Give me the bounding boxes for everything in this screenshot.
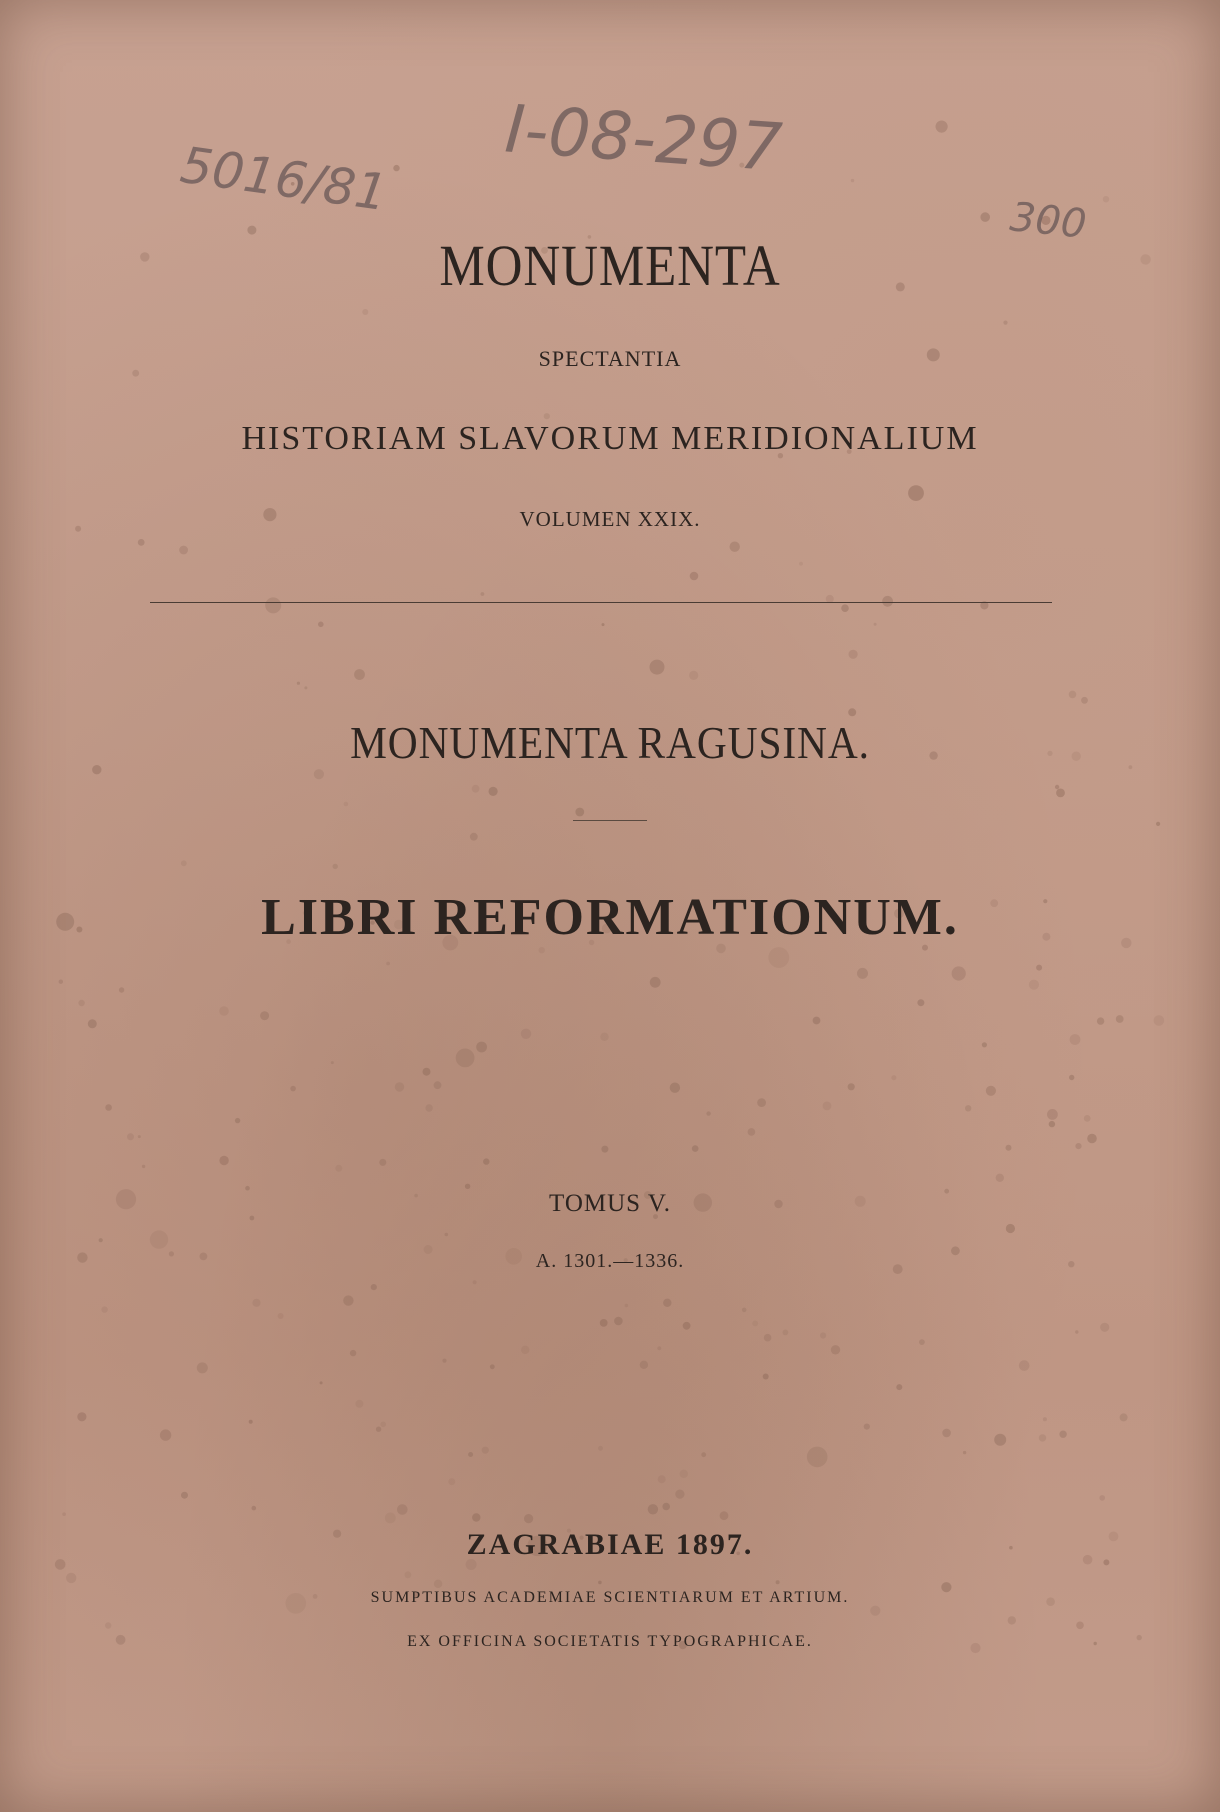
foxing-spot — [841, 604, 849, 612]
foxing-spot — [197, 1362, 208, 1373]
foxing-spot — [448, 1478, 455, 1485]
foxing-spot — [442, 1359, 446, 1363]
foxing-spot — [1097, 1017, 1104, 1024]
foxing-spot — [278, 1313, 284, 1319]
foxing-spot — [1075, 1143, 1081, 1149]
foxing-spot — [362, 309, 368, 315]
foxing-spot — [851, 179, 854, 182]
foxing-spot — [181, 1492, 188, 1499]
foxing-spot — [489, 787, 498, 796]
foxing-spot — [219, 1156, 228, 1165]
foxing-spot — [483, 1158, 489, 1164]
foxing-spot — [379, 1159, 386, 1166]
foxing-spot — [1081, 697, 1088, 704]
foxing-spot — [470, 833, 478, 841]
foxing-spot — [1100, 1323, 1109, 1332]
foxing-spot — [706, 1111, 710, 1115]
foxing-spot — [335, 1165, 342, 1172]
foxing-spot — [648, 1504, 658, 1514]
foxing-spot — [219, 1006, 229, 1016]
foxing-spot — [986, 1086, 996, 1096]
foxing-spot — [393, 165, 399, 171]
foxing-spot — [468, 1452, 473, 1457]
foxing-spot — [77, 1412, 86, 1421]
foxing-spot — [896, 1384, 902, 1390]
foxing-spot — [1056, 789, 1065, 798]
foxing-spot — [996, 1174, 1004, 1182]
foxing-spot — [602, 623, 605, 626]
foxing-spot — [690, 572, 699, 581]
foxing-spot — [138, 539, 145, 546]
foxing-spot — [476, 1042, 487, 1053]
foxing-spot — [663, 1299, 671, 1307]
foxing-spot — [318, 622, 324, 628]
foxing-spot — [763, 1374, 769, 1380]
foxing-spot — [99, 1238, 103, 1242]
foxing-spot — [614, 1317, 623, 1326]
foxing-spot — [482, 1447, 489, 1454]
handwritten-catalog-number: 5016/81 — [176, 135, 391, 223]
foxing-spot — [1116, 1015, 1124, 1023]
foxing-spot — [1070, 1034, 1081, 1045]
foxing-spot — [235, 1118, 240, 1123]
foxing-spot — [397, 1504, 408, 1515]
foxing-spot — [344, 802, 349, 807]
foxing-spot — [598, 1581, 602, 1585]
foxing-spot — [304, 686, 307, 689]
foxing-spot — [1036, 965, 1042, 971]
foxing-spot — [600, 1033, 608, 1041]
printer-line: EX OFFICINA SOCIETATIS TYPOGRAPHICAE. — [407, 1633, 813, 1650]
handwritten-shelf-mark: I-08-297 — [502, 90, 785, 187]
foxing-spot — [748, 1128, 756, 1136]
foxing-spot — [849, 650, 858, 659]
foxing-spot — [142, 1165, 145, 1168]
foxing-spot — [764, 1334, 772, 1342]
foxing-spot — [1039, 1434, 1046, 1441]
foxing-spot — [1099, 1495, 1105, 1501]
foxing-spot — [320, 1381, 323, 1384]
foxing-spot — [179, 546, 188, 555]
foxing-spot — [423, 1068, 431, 1076]
foxing-spot — [539, 947, 545, 953]
foxing-spot — [425, 1104, 432, 1111]
foxing-spot — [742, 1308, 747, 1313]
year-range: A. 1301.—1336. — [535, 1250, 685, 1272]
foxing-spot — [181, 860, 187, 866]
foxing-spot — [689, 671, 698, 680]
foxing-spot — [150, 1230, 168, 1248]
foxing-spot — [434, 1081, 442, 1089]
foxing-spot — [864, 1424, 870, 1430]
foxing-spot — [752, 1321, 758, 1327]
foxing-spot — [331, 1061, 334, 1064]
foxing-spot — [472, 785, 480, 793]
foxing-spot — [1003, 321, 1007, 325]
foxing-spot — [1006, 1224, 1015, 1233]
foxing-spot — [1043, 1417, 1047, 1421]
foxing-spot — [874, 623, 877, 626]
divider-rule — [150, 602, 1052, 603]
foxing-spot — [1019, 1360, 1030, 1371]
foxing-spot — [1006, 1145, 1012, 1151]
foxing-spot — [942, 1429, 951, 1438]
foxing-spot — [757, 1098, 766, 1107]
foxing-spot — [1029, 980, 1039, 990]
foxing-spot — [919, 1339, 925, 1345]
foxing-spot — [521, 1029, 531, 1039]
foxing-spot — [776, 1580, 780, 1584]
foxing-spot — [456, 1049, 475, 1068]
foxing-spot — [783, 1330, 789, 1336]
foxing-spot — [260, 1011, 269, 1020]
foxing-spot — [252, 1299, 260, 1307]
foxing-spot — [823, 1102, 832, 1111]
foxing-spot — [376, 1427, 381, 1432]
foxing-spot — [1008, 1616, 1016, 1624]
foxing-spot — [598, 1446, 603, 1451]
foxing-spot — [848, 1083, 855, 1090]
foxing-spot — [78, 1000, 84, 1006]
foxing-spot — [650, 977, 661, 988]
foxing-spot — [1069, 691, 1077, 699]
foxing-spot — [343, 1295, 353, 1305]
foxing-spot — [730, 542, 740, 552]
foxing-spot — [1103, 196, 1109, 202]
foxing-spot — [980, 212, 990, 222]
foxing-spot — [658, 1475, 666, 1483]
foxing-spot — [1154, 1015, 1165, 1026]
foxing-spot — [701, 1452, 706, 1457]
foxing-spot — [355, 1400, 363, 1408]
foxing-spot — [88, 1019, 97, 1028]
foxing-spot — [105, 1622, 111, 1628]
foxing-spot — [1049, 1121, 1055, 1127]
foxing-spot — [521, 1346, 529, 1354]
foxing-spot — [870, 1606, 880, 1616]
foxing-spot — [1069, 1075, 1074, 1080]
foxing-spot — [101, 1306, 107, 1312]
foxing-spot — [1156, 822, 1160, 826]
foxing-spot — [62, 1512, 66, 1516]
foxing-spot — [799, 562, 803, 566]
foxing-spot — [434, 1580, 442, 1588]
tome-number: TOMUS V. — [549, 1190, 671, 1217]
foxing-spot — [1055, 785, 1059, 789]
foxing-spot — [386, 962, 390, 966]
foxing-spot — [290, 1086, 296, 1092]
series-title: MONUMENTA — [439, 233, 781, 298]
foxing-spot — [127, 1133, 134, 1140]
foxing-spot — [371, 1284, 377, 1290]
foxing-spot — [405, 1571, 412, 1578]
foxing-spot — [105, 1104, 112, 1111]
foxing-spot — [252, 1506, 257, 1511]
foxing-spot — [333, 864, 338, 869]
foxing-spot — [657, 1346, 661, 1350]
foxing-spot — [1076, 1622, 1084, 1630]
series-spectantia: SPECTANTIA — [538, 346, 682, 371]
foxing-spot — [965, 1105, 971, 1111]
foxing-spot — [1120, 1413, 1128, 1421]
foxing-spot — [600, 1319, 608, 1327]
foxing-spot — [963, 1451, 966, 1454]
foxing-spot — [683, 1322, 691, 1330]
foxing-spot — [138, 1135, 141, 1138]
foxing-spot — [490, 1364, 495, 1369]
foxing-spot — [891, 1075, 896, 1080]
foxing-spot — [813, 1017, 821, 1025]
work-title: LIBRI REFORMATIONUM. — [261, 889, 959, 946]
foxing-spot — [670, 1083, 680, 1093]
foxing-spot — [1084, 1115, 1091, 1122]
foxing-spot — [380, 1422, 386, 1428]
foxing-spot — [908, 485, 924, 501]
foxing-spot — [768, 947, 789, 968]
foxing-spot — [66, 1573, 76, 1583]
foxing-spot — [395, 1082, 404, 1091]
foxing-spot — [472, 1513, 480, 1521]
foxing-spot — [601, 1146, 608, 1153]
foxing-spot — [481, 592, 485, 596]
foxing-spot — [575, 808, 584, 817]
foxing-spot — [831, 1345, 840, 1354]
handwritten-price: 300 — [1007, 194, 1089, 248]
foxing-spot — [350, 1350, 356, 1356]
foxing-spot — [640, 1361, 648, 1369]
series-subject: HISTORIAM SLAVORUM MERIDIONALIUM — [241, 420, 979, 457]
place-and-year: ZAGRABIAE 1897. — [466, 1528, 754, 1561]
foxing-spot — [952, 966, 966, 980]
foxing-spot — [936, 121, 948, 133]
short-divider — [573, 820, 647, 821]
foxing-spot — [1047, 1109, 1058, 1120]
foxing-spot — [160, 1429, 171, 1440]
foxing-spot — [59, 980, 63, 984]
foxing-spot — [650, 660, 665, 675]
foxing-spot — [662, 1503, 670, 1511]
publisher-line: SUMPTIBUS ACADEMIAE SCIENTIARUM ET ARTIUM. — [370, 1589, 850, 1606]
foxing-spot — [917, 999, 924, 1006]
foxing-spot — [249, 1420, 253, 1424]
foxing-spot — [680, 1470, 688, 1478]
foxing-spot — [692, 1145, 699, 1152]
foxing-spot — [465, 1184, 470, 1189]
foxing-spot — [314, 769, 324, 779]
foxing-spot — [354, 669, 365, 680]
foxing-spot — [820, 1332, 826, 1338]
foxing-spot — [720, 1511, 729, 1520]
foxing-spot — [675, 1490, 684, 1499]
foxing-spot — [385, 1513, 396, 1524]
foxing-spot — [807, 1447, 828, 1468]
volume-number: VOLUMEN XXIX. — [519, 507, 701, 531]
foxing-spot — [857, 968, 868, 979]
foxing-spot — [119, 987, 124, 992]
foxing-spot — [982, 1042, 987, 1047]
foxing-spot — [1059, 1431, 1066, 1438]
foxing-spot — [524, 1514, 533, 1523]
foxing-spot — [625, 1304, 629, 1308]
foxing-spot — [473, 1280, 477, 1284]
foxing-spot — [1075, 1330, 1078, 1333]
foxing-spot — [265, 597, 281, 613]
collection-title: MONUMENTA RAGUSINA. — [350, 717, 870, 768]
foxing-spot — [297, 682, 300, 685]
foxing-spot — [544, 413, 550, 419]
foxing-spot — [445, 1233, 449, 1237]
foxing-spot — [1087, 1134, 1097, 1144]
foxing-spot — [994, 1434, 1006, 1446]
